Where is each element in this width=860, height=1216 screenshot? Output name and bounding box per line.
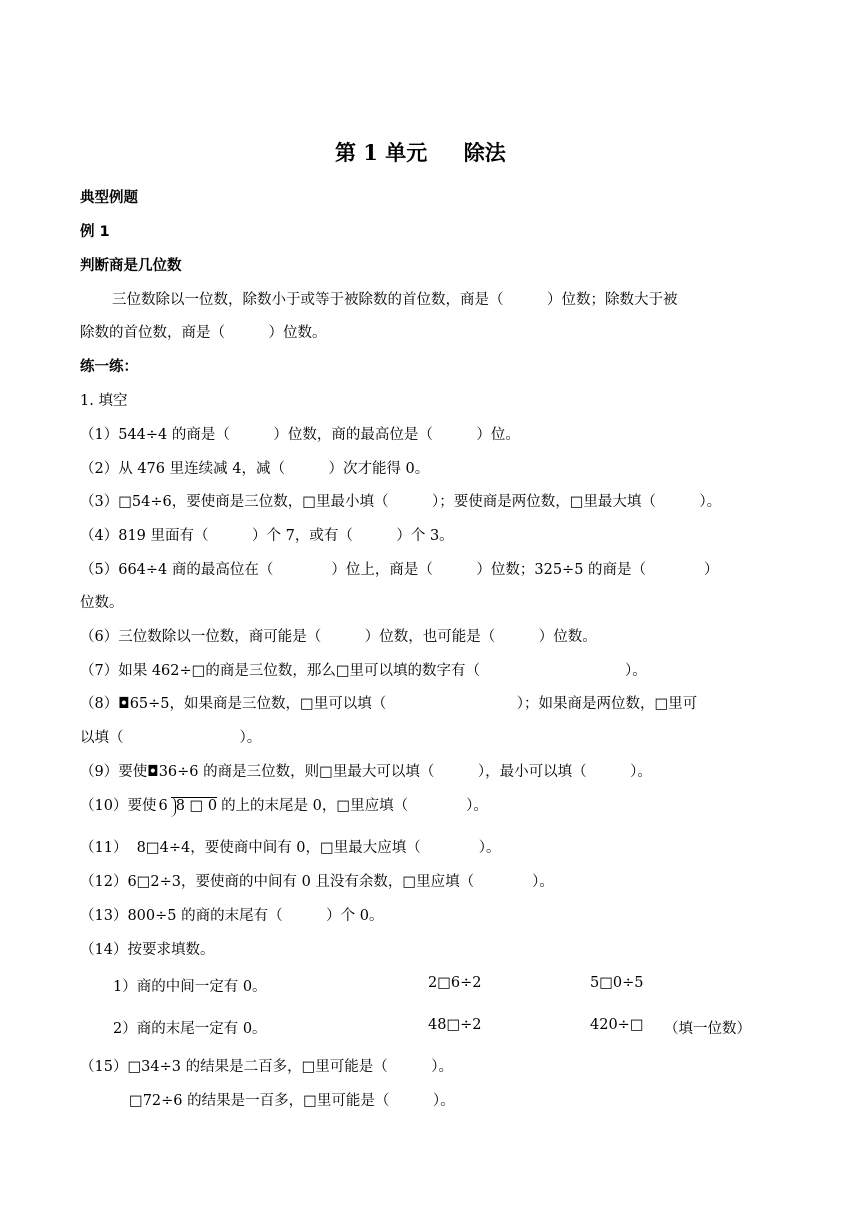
item-14: （14）按要求填数。: [80, 942, 215, 958]
question-1-label: 1. 填空: [80, 393, 128, 409]
example-text-line1: 三位数除以一位数，除数小于或等于被除数的首位数，商是（ ）位数；除数大于被: [112, 292, 678, 308]
item-14-2-expr-b: 420÷□: [590, 1017, 644, 1033]
page-title: 第 1 单元 除法: [335, 140, 506, 165]
example-label: 例 1: [80, 224, 110, 240]
practice-label: 练一练：: [80, 359, 138, 375]
item-15-line1: （15）□34÷3 的结果是二百多，□里可能是（ ）。: [80, 1059, 454, 1075]
item-14-2-label: 2）商的末尾一定有 0。: [113, 1021, 267, 1037]
item-3: （3）□54÷6，要使商是三位数，□里最小填（ ）；要使商是两位数，□里最大填（ ）。: [80, 494, 722, 510]
section-label: 典型例题: [80, 190, 138, 206]
item-14-1-label: 1）商的中间一定有 0。: [113, 979, 267, 995]
item-9: （9）要使◘36÷6 的商是三位数，则□里最大可以填（ ），最小可以填（ ）。: [80, 764, 652, 780]
long-division-dividend: 8 □ 0: [171, 797, 217, 814]
item-8-line1: （8）◘65÷5，如果商是三位数，□里可以填（ ）；如果商是两位数，□里可: [80, 696, 698, 712]
item-6: （6）三位数除以一位数，商可能是（ ）位数，也可能是（ ）位数。: [80, 629, 597, 645]
item-5-line1: （5）664÷4 商的最高位在（ ）位上，商是（ ）位数；325÷5 的商是（ ）: [80, 562, 719, 578]
item-10-prefix: （10）要使: [80, 798, 157, 814]
item-15-line2: □72÷6 的结果是一百多，□里可能是（ ）。: [129, 1093, 455, 1109]
item-5-line2: 位数。: [80, 595, 124, 611]
example-heading: 判断商是几位数: [80, 258, 182, 274]
long-division-divisor: 6: [158, 798, 168, 814]
item-7: （7）如果 462÷□的商是三位数，那么□里可以填的数字有（ ）。: [80, 663, 647, 679]
item-10: [80, 794, 488, 815]
item-10-suffix: 的上的末尾是 0，□里应填（ ）。: [221, 798, 488, 814]
item-14-1-expr-a: 2□6÷2: [428, 975, 482, 991]
item-14-1-expr-b: 5□0÷5: [590, 975, 644, 991]
item-14-2-expr-a: 48□÷2: [428, 1017, 482, 1033]
item-13: （13）800÷5 的商的末尾有（ ）个 0。: [80, 908, 384, 924]
item-14-2-note: （填一位数）: [664, 1021, 751, 1037]
item-11: （11） 8□4÷4，要使商中间有 0，□里最大应填（ ）。: [80, 840, 501, 856]
item-4: （4）819 里面有（ ）个 7，或有（ ）个 3。: [80, 528, 454, 544]
item-8-line2: 以填（ ）。: [80, 730, 262, 746]
item-2: （2）从 476 里连续减 4，减（ ）次才能得 0。: [80, 461, 430, 477]
example-text-line2: 除数的首位数，商是（ ）位数。: [80, 325, 327, 341]
item-12: （12）6□2÷3，要使商的中间有 0 且没有余数，□里应填（ ）。: [80, 874, 554, 890]
item-1: （1）544÷4 的商是（ ）位数，商的最高位是（ ）位。: [80, 427, 520, 443]
